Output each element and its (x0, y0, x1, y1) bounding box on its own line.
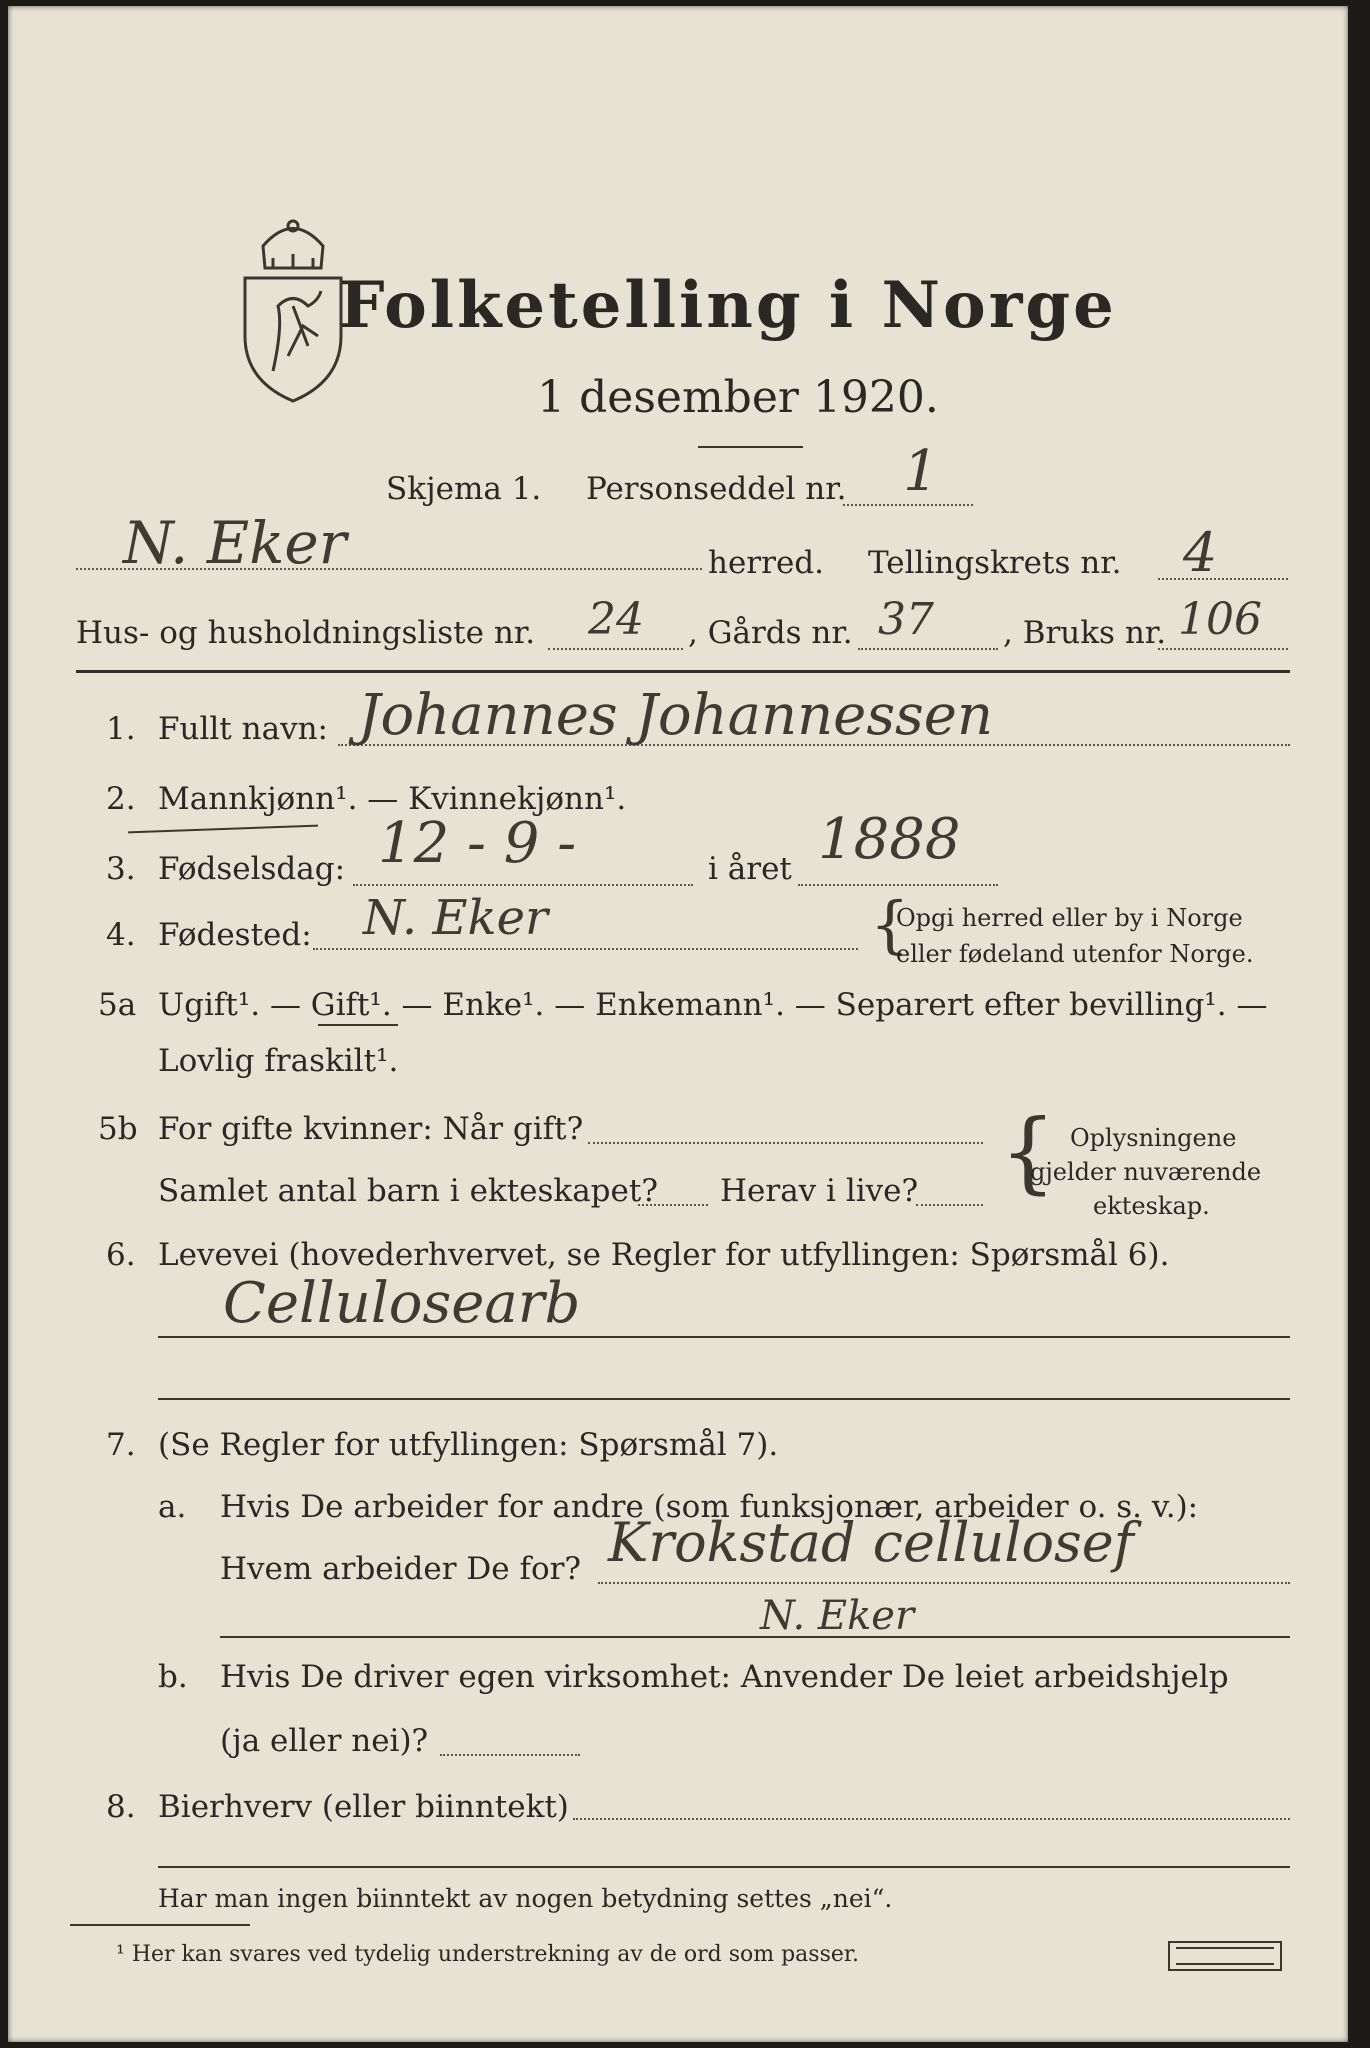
gards-line (858, 648, 998, 650)
gards-label: , Gårds nr. (688, 615, 853, 651)
q7a-line-2 (220, 1636, 1290, 1638)
q6-value: Cellulosearb (223, 1271, 581, 1336)
q8-number: 8. (106, 1789, 136, 1825)
q3-number: 3. (106, 851, 136, 887)
q5b-line-2 (638, 1204, 708, 1206)
note-nei: Har man ingen biinntekt av nogen betydning settes „nei“. (158, 1884, 893, 1913)
tellingskrets-line (1158, 578, 1288, 580)
form-date: 1 desember 1920. (537, 372, 939, 423)
q2-label: Mannkjønn¹. — Kvinnekjønn¹. (158, 781, 627, 817)
q5b-label-1: For gifte kvinner: Når gift? (158, 1111, 584, 1147)
q7a-number: a. (158, 1489, 187, 1525)
tellingskrets-label: Tellingskrets nr. (868, 545, 1122, 581)
q7a-line (598, 1582, 1290, 1584)
q4-value: N. Eker (363, 890, 548, 946)
q7b-number: b. (158, 1659, 188, 1695)
q7a-value-2: N. Eker (760, 1593, 915, 1639)
q6-label: Levevei (hovederhvervet, se Regler for utfyllingen: Spørsmål 6). (158, 1237, 1170, 1273)
q7b-label-2: (ja eller nei)? (220, 1723, 429, 1759)
q5b-note-1: Oplysningene (1070, 1124, 1237, 1152)
q4-number: 4. (106, 917, 136, 953)
footnote-rule (70, 1924, 250, 1926)
q3-year-label: i året (708, 851, 792, 887)
q3-label: Fødselsdag: (158, 851, 346, 887)
footnote: ¹ Her kan svares ved tydelig understrekning av de ord som passer. (116, 1942, 859, 1967)
q2-number: 2. (106, 781, 136, 817)
q8-line (573, 1818, 1290, 1820)
q5b-note-3: ekteskap. (1093, 1192, 1210, 1220)
q5b-label-3: Herav i live? (720, 1173, 919, 1209)
tellingskrets-value: 4 (1183, 521, 1218, 584)
q7-label: (Se Regler for utfyllingen: Spørsmål 7). (158, 1427, 779, 1463)
bruks-line (1158, 648, 1288, 650)
census-form (8, 6, 1348, 2042)
q2-underline-mark (128, 825, 318, 834)
q4-note-2: eller fødeland utenfor Norge. (896, 940, 1254, 968)
q7a-label-2: Hvem arbeider De for? (220, 1551, 582, 1587)
q4-label: Fødested: (158, 917, 312, 953)
q4-note-1: Opgi herred eller by i Norge (896, 904, 1243, 932)
header-rule (76, 670, 1290, 673)
gards-value: 37 (878, 594, 934, 645)
q5b-number: 5b (98, 1111, 138, 1147)
personseddel-label: Personseddel nr. (586, 471, 847, 507)
bruks-label: , Bruks nr. (1003, 615, 1167, 651)
husliste-label: Hus- og husholdningsliste nr. (76, 615, 536, 651)
q1-value: Johannes Johannessen (358, 683, 994, 748)
q7b-label: Hvis De driver egen virksomhet: Anvender De leiet arbeidshjelp (220, 1659, 1229, 1695)
q3-value: 12 - 9 - (378, 811, 577, 876)
bruks-value: 106 (1178, 594, 1262, 645)
q6-number: 6. (106, 1237, 136, 1273)
q4-brace: { (870, 888, 910, 961)
q5b-line-3 (916, 1204, 983, 1206)
form-title: Folketelling i Norge (339, 268, 1117, 343)
herred-label: herred. (708, 545, 824, 581)
q1-label: Fullt navn: (158, 711, 328, 747)
q7-number: 7. (106, 1427, 136, 1463)
q5b-line-1 (588, 1142, 983, 1144)
q5a-number: 5a (98, 987, 137, 1023)
q7b-line (440, 1754, 580, 1756)
q6-line-2 (158, 1398, 1290, 1400)
husliste-value: 24 (588, 594, 644, 645)
q5a-label-2: Lovlig fraskilt¹. (158, 1043, 399, 1079)
printer-stamp (1168, 1941, 1282, 1971)
q1-number: 1. (106, 711, 136, 747)
q7a-label: Hvis De arbeider for andre (som funksjonær, arbeider o. s. v.): (220, 1489, 1199, 1525)
q8-label: Bierhverv (eller biinntekt) (158, 1789, 569, 1825)
herred-value: N. Eker (123, 509, 347, 577)
q5b-label-2: Samlet antal barn i ekteskapet? (158, 1173, 658, 1209)
q4-line (313, 948, 858, 950)
q7a-value: Krokstad cellulosef (608, 1511, 1134, 1574)
q3-year-value: 1888 (818, 807, 961, 872)
title-divider (698, 446, 803, 448)
q3-year-line (798, 884, 998, 886)
personseddel-line (843, 504, 973, 506)
q5a-underline-mark (318, 1024, 398, 1026)
husliste-line (548, 648, 683, 650)
q5b-brace: { (1000, 1100, 1056, 1203)
personseddel-value: 1 (903, 439, 939, 504)
q5a-label: Ugift¹. — Gift¹. — Enke¹. — Enkemann¹. — Separert efter bevilling¹. — (158, 987, 1268, 1023)
q6-line-1 (158, 1336, 1290, 1338)
herred-line (76, 568, 702, 570)
q8-line-2 (158, 1866, 1290, 1868)
q3-line (353, 884, 693, 886)
q5b-note-2: gjelder nuværende (1030, 1158, 1262, 1186)
skjema-label: Skjema 1. (386, 471, 542, 507)
